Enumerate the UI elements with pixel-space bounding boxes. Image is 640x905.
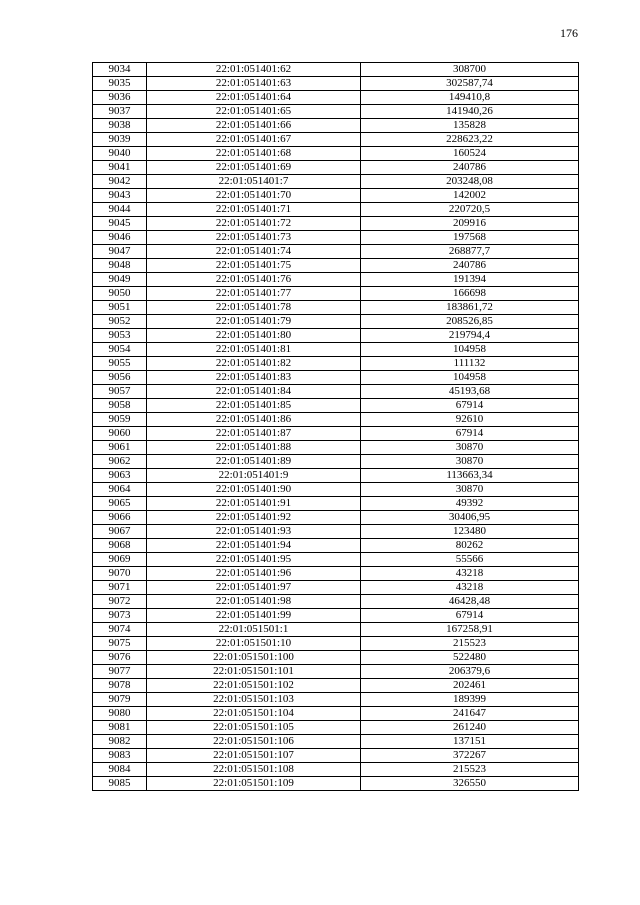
row-number-cell: 9057 bbox=[93, 385, 147, 399]
cadastral-number-cell: 22:01:051501:103 bbox=[147, 693, 361, 707]
table-row bbox=[93, 273, 579, 287]
value-cell: 111132 bbox=[361, 357, 579, 371]
row-number-cell: 9055 bbox=[93, 357, 147, 371]
cadastral-number-cell: 22:01:051401:99 bbox=[147, 609, 361, 623]
cadastral-number-cell: 22:01:051501:101 bbox=[147, 665, 361, 679]
value-cell: 30870 bbox=[361, 455, 579, 469]
cadastral-number-cell: 22:01:051501:106 bbox=[147, 735, 361, 749]
value-cell: 206379,6 bbox=[361, 665, 579, 679]
table-row bbox=[93, 553, 579, 567]
table-row bbox=[93, 371, 579, 385]
value-cell: 228623,22 bbox=[361, 133, 579, 147]
value-cell: 202461 bbox=[361, 679, 579, 693]
value-cell: 167258,91 bbox=[361, 623, 579, 637]
table-row bbox=[93, 105, 579, 119]
table-row bbox=[93, 623, 579, 637]
row-number-cell: 9063 bbox=[93, 469, 147, 483]
table-row bbox=[93, 441, 579, 455]
table-row bbox=[93, 581, 579, 595]
table-row bbox=[93, 119, 579, 133]
cadastral-number-cell: 22:01:051401:62 bbox=[147, 63, 361, 77]
row-number-cell: 9084 bbox=[93, 763, 147, 777]
value-cell: 43218 bbox=[361, 567, 579, 581]
value-cell: 302587,74 bbox=[361, 77, 579, 91]
row-number-cell: 9067 bbox=[93, 525, 147, 539]
table-row bbox=[93, 147, 579, 161]
table-row bbox=[93, 231, 579, 245]
table-row bbox=[93, 679, 579, 693]
cadastral-number-cell: 22:01:051401:66 bbox=[147, 119, 361, 133]
table-row bbox=[93, 399, 579, 413]
row-number-cell: 9058 bbox=[93, 399, 147, 413]
row-number-cell: 9076 bbox=[93, 651, 147, 665]
row-number-cell: 9078 bbox=[93, 679, 147, 693]
value-cell: 219794,4 bbox=[361, 329, 579, 343]
row-number-cell: 9039 bbox=[93, 133, 147, 147]
cadastral-number-cell: 22:01:051401:91 bbox=[147, 497, 361, 511]
value-cell: 45193,68 bbox=[361, 385, 579, 399]
table-row bbox=[93, 133, 579, 147]
cadastral-number-cell: 22:01:051401:67 bbox=[147, 133, 361, 147]
table-row bbox=[93, 203, 579, 217]
table-row bbox=[93, 385, 579, 399]
cadastral-number-cell: 22:01:051401:79 bbox=[147, 315, 361, 329]
table-row bbox=[93, 637, 579, 651]
value-cell: 240786 bbox=[361, 161, 579, 175]
value-cell: 183861,72 bbox=[361, 301, 579, 315]
value-cell: 55566 bbox=[361, 553, 579, 567]
value-cell: 135828 bbox=[361, 119, 579, 133]
table-row bbox=[93, 665, 579, 679]
cadastral-number-cell: 22:01:051401:81 bbox=[147, 343, 361, 357]
cadastral-number-cell: 22:01:051401:72 bbox=[147, 217, 361, 231]
value-cell: 241647 bbox=[361, 707, 579, 721]
row-number-cell: 9083 bbox=[93, 749, 147, 763]
cadastral-number-cell: 22:01:051401:96 bbox=[147, 567, 361, 581]
value-cell: 142002 bbox=[361, 189, 579, 203]
value-cell: 208526,85 bbox=[361, 315, 579, 329]
row-number-cell: 9048 bbox=[93, 259, 147, 273]
cadastral-number-cell: 22:01:051401:84 bbox=[147, 385, 361, 399]
row-number-cell: 9081 bbox=[93, 721, 147, 735]
cadastral-number-cell: 22:01:051401:92 bbox=[147, 511, 361, 525]
cadastral-number-cell: 22:01:051401:78 bbox=[147, 301, 361, 315]
row-number-cell: 9036 bbox=[93, 91, 147, 105]
row-number-cell: 9079 bbox=[93, 693, 147, 707]
value-cell: 67914 bbox=[361, 609, 579, 623]
cadastral-number-cell: 22:01:051401:74 bbox=[147, 245, 361, 259]
table-row bbox=[93, 217, 579, 231]
cadastral-number-cell: 22:01:051401:7 bbox=[147, 175, 361, 189]
row-number-cell: 9085 bbox=[93, 777, 147, 791]
cadastral-number-cell: 22:01:051401:73 bbox=[147, 231, 361, 245]
row-number-cell: 9064 bbox=[93, 483, 147, 497]
row-number-cell: 9061 bbox=[93, 441, 147, 455]
table-row bbox=[93, 329, 579, 343]
cadastral-number-cell: 22:01:051401:89 bbox=[147, 455, 361, 469]
table-row bbox=[93, 77, 579, 91]
value-cell: 215523 bbox=[361, 637, 579, 651]
row-number-cell: 9047 bbox=[93, 245, 147, 259]
row-number-cell: 9049 bbox=[93, 273, 147, 287]
cadastral-number-cell: 22:01:051401:86 bbox=[147, 413, 361, 427]
table-row bbox=[93, 777, 579, 791]
value-cell: 30870 bbox=[361, 483, 579, 497]
row-number-cell: 9043 bbox=[93, 189, 147, 203]
cadastral-number-cell: 22:01:051401:9 bbox=[147, 469, 361, 483]
cadastral-number-cell: 22:01:051401:82 bbox=[147, 357, 361, 371]
row-number-cell: 9082 bbox=[93, 735, 147, 749]
cadastral-number-cell: 22:01:051401:80 bbox=[147, 329, 361, 343]
row-number-cell: 9034 bbox=[93, 63, 147, 77]
value-cell: 104958 bbox=[361, 371, 579, 385]
row-number-cell: 9066 bbox=[93, 511, 147, 525]
cadastral-number-cell: 22:01:051401:90 bbox=[147, 483, 361, 497]
table-row bbox=[93, 525, 579, 539]
row-number-cell: 9080 bbox=[93, 707, 147, 721]
table-row bbox=[93, 427, 579, 441]
cadastral-number-cell: 22:01:051401:83 bbox=[147, 371, 361, 385]
table-row bbox=[93, 91, 579, 105]
table-row bbox=[93, 693, 579, 707]
row-number-cell: 9035 bbox=[93, 77, 147, 91]
table-row bbox=[93, 301, 579, 315]
cadastral-number-cell: 22:01:051401:69 bbox=[147, 161, 361, 175]
value-cell: 209916 bbox=[361, 217, 579, 231]
table-row bbox=[93, 707, 579, 721]
cadastral-number-cell: 22:01:051501:1 bbox=[147, 623, 361, 637]
table-row bbox=[93, 413, 579, 427]
value-cell: 113663,34 bbox=[361, 469, 579, 483]
value-cell: 220720,5 bbox=[361, 203, 579, 217]
table-row bbox=[93, 63, 579, 77]
table-row bbox=[93, 357, 579, 371]
cadastral-number-cell: 22:01:051401:93 bbox=[147, 525, 361, 539]
row-number-cell: 9042 bbox=[93, 175, 147, 189]
row-number-cell: 9065 bbox=[93, 497, 147, 511]
row-number-cell: 9045 bbox=[93, 217, 147, 231]
value-cell: 308700 bbox=[361, 63, 579, 77]
cadastral-number-cell: 22:01:051401:98 bbox=[147, 595, 361, 609]
value-cell: 137151 bbox=[361, 735, 579, 749]
value-cell: 326550 bbox=[361, 777, 579, 791]
row-number-cell: 9075 bbox=[93, 637, 147, 651]
row-number-cell: 9074 bbox=[93, 623, 147, 637]
table-row bbox=[93, 483, 579, 497]
table-row bbox=[93, 343, 579, 357]
value-cell: 49392 bbox=[361, 497, 579, 511]
table-row bbox=[93, 539, 579, 553]
row-number-cell: 9053 bbox=[93, 329, 147, 343]
value-cell: 30406,95 bbox=[361, 511, 579, 525]
cadastral-number-cell: 22:01:051401:88 bbox=[147, 441, 361, 455]
value-cell: 191394 bbox=[361, 273, 579, 287]
value-cell: 67914 bbox=[361, 399, 579, 413]
row-number-cell: 9050 bbox=[93, 287, 147, 301]
row-number-cell: 9073 bbox=[93, 609, 147, 623]
value-cell: 189399 bbox=[361, 693, 579, 707]
cadastral-table bbox=[92, 62, 579, 791]
value-cell: 197568 bbox=[361, 231, 579, 245]
table-row bbox=[93, 189, 579, 203]
table-row bbox=[93, 315, 579, 329]
row-number-cell: 9056 bbox=[93, 371, 147, 385]
row-number-cell: 9044 bbox=[93, 203, 147, 217]
cadastral-number-cell: 22:01:051401:87 bbox=[147, 427, 361, 441]
row-number-cell: 9046 bbox=[93, 231, 147, 245]
table-row bbox=[93, 511, 579, 525]
cadastral-number-cell: 22:01:051501:102 bbox=[147, 679, 361, 693]
value-cell: 240786 bbox=[361, 259, 579, 273]
cadastral-number-cell: 22:01:051401:68 bbox=[147, 147, 361, 161]
cadastral-number-cell: 22:01:051401:70 bbox=[147, 189, 361, 203]
table-body bbox=[93, 63, 579, 791]
row-number-cell: 9054 bbox=[93, 343, 147, 357]
value-cell: 149410,8 bbox=[361, 91, 579, 105]
value-cell: 166698 bbox=[361, 287, 579, 301]
row-number-cell: 9071 bbox=[93, 581, 147, 595]
value-cell: 123480 bbox=[361, 525, 579, 539]
cadastral-number-cell: 22:01:051501:108 bbox=[147, 763, 361, 777]
cadastral-number-cell: 22:01:051401:95 bbox=[147, 553, 361, 567]
cadastral-number-cell: 22:01:051501:104 bbox=[147, 707, 361, 721]
cadastral-number-cell: 22:01:051401:77 bbox=[147, 287, 361, 301]
value-cell: 46428,48 bbox=[361, 595, 579, 609]
row-number-cell: 9038 bbox=[93, 119, 147, 133]
row-number-cell: 9070 bbox=[93, 567, 147, 581]
cadastral-number-cell: 22:01:051501:100 bbox=[147, 651, 361, 665]
value-cell: 104958 bbox=[361, 343, 579, 357]
cadastral-number-cell: 22:01:051401:75 bbox=[147, 259, 361, 273]
cadastral-number-cell: 22:01:051501:107 bbox=[147, 749, 361, 763]
cadastral-number-cell: 22:01:051401:76 bbox=[147, 273, 361, 287]
value-cell: 141940,26 bbox=[361, 105, 579, 119]
row-number-cell: 9068 bbox=[93, 539, 147, 553]
cadastral-number-cell: 22:01:051401:85 bbox=[147, 399, 361, 413]
row-number-cell: 9040 bbox=[93, 147, 147, 161]
cadastral-number-cell: 22:01:051401:94 bbox=[147, 539, 361, 553]
table-row bbox=[93, 721, 579, 735]
value-cell: 261240 bbox=[361, 721, 579, 735]
cadastral-number-cell: 22:01:051401:65 bbox=[147, 105, 361, 119]
value-cell: 30870 bbox=[361, 441, 579, 455]
table-row bbox=[93, 245, 579, 259]
table-row bbox=[93, 651, 579, 665]
table-row bbox=[93, 161, 579, 175]
table-row bbox=[93, 259, 579, 273]
cadastral-number-cell: 22:01:051501:10 bbox=[147, 637, 361, 651]
table-row bbox=[93, 175, 579, 189]
table-row bbox=[93, 497, 579, 511]
table-row bbox=[93, 469, 579, 483]
row-number-cell: 9072 bbox=[93, 595, 147, 609]
value-cell: 43218 bbox=[361, 581, 579, 595]
table-row bbox=[93, 287, 579, 301]
value-cell: 160524 bbox=[361, 147, 579, 161]
row-number-cell: 9051 bbox=[93, 301, 147, 315]
value-cell: 92610 bbox=[361, 413, 579, 427]
row-number-cell: 9069 bbox=[93, 553, 147, 567]
table-row bbox=[93, 763, 579, 777]
page-number: 176 bbox=[560, 26, 578, 40]
row-number-cell: 9077 bbox=[93, 665, 147, 679]
table-row bbox=[93, 567, 579, 581]
value-cell: 215523 bbox=[361, 763, 579, 777]
table-row bbox=[93, 595, 579, 609]
row-number-cell: 9052 bbox=[93, 315, 147, 329]
row-number-cell: 9059 bbox=[93, 413, 147, 427]
cadastral-number-cell: 22:01:051401:71 bbox=[147, 203, 361, 217]
cadastral-number-cell: 22:01:051401:64 bbox=[147, 91, 361, 105]
cadastral-number-cell: 22:01:051501:109 bbox=[147, 777, 361, 791]
row-number-cell: 9060 bbox=[93, 427, 147, 441]
row-number-cell: 9037 bbox=[93, 105, 147, 119]
table-row bbox=[93, 455, 579, 469]
value-cell: 522480 bbox=[361, 651, 579, 665]
row-number-cell: 9062 bbox=[93, 455, 147, 469]
value-cell: 203248,08 bbox=[361, 175, 579, 189]
cadastral-number-cell: 22:01:051401:63 bbox=[147, 77, 361, 91]
value-cell: 268877,7 bbox=[361, 245, 579, 259]
table-row bbox=[93, 749, 579, 763]
value-cell: 372267 bbox=[361, 749, 579, 763]
table-row bbox=[93, 735, 579, 749]
cadastral-number-cell: 22:01:051501:105 bbox=[147, 721, 361, 735]
table-row bbox=[93, 609, 579, 623]
row-number-cell: 9041 bbox=[93, 161, 147, 175]
cadastral-number-cell: 22:01:051401:97 bbox=[147, 581, 361, 595]
value-cell: 80262 bbox=[361, 539, 579, 553]
value-cell: 67914 bbox=[361, 427, 579, 441]
